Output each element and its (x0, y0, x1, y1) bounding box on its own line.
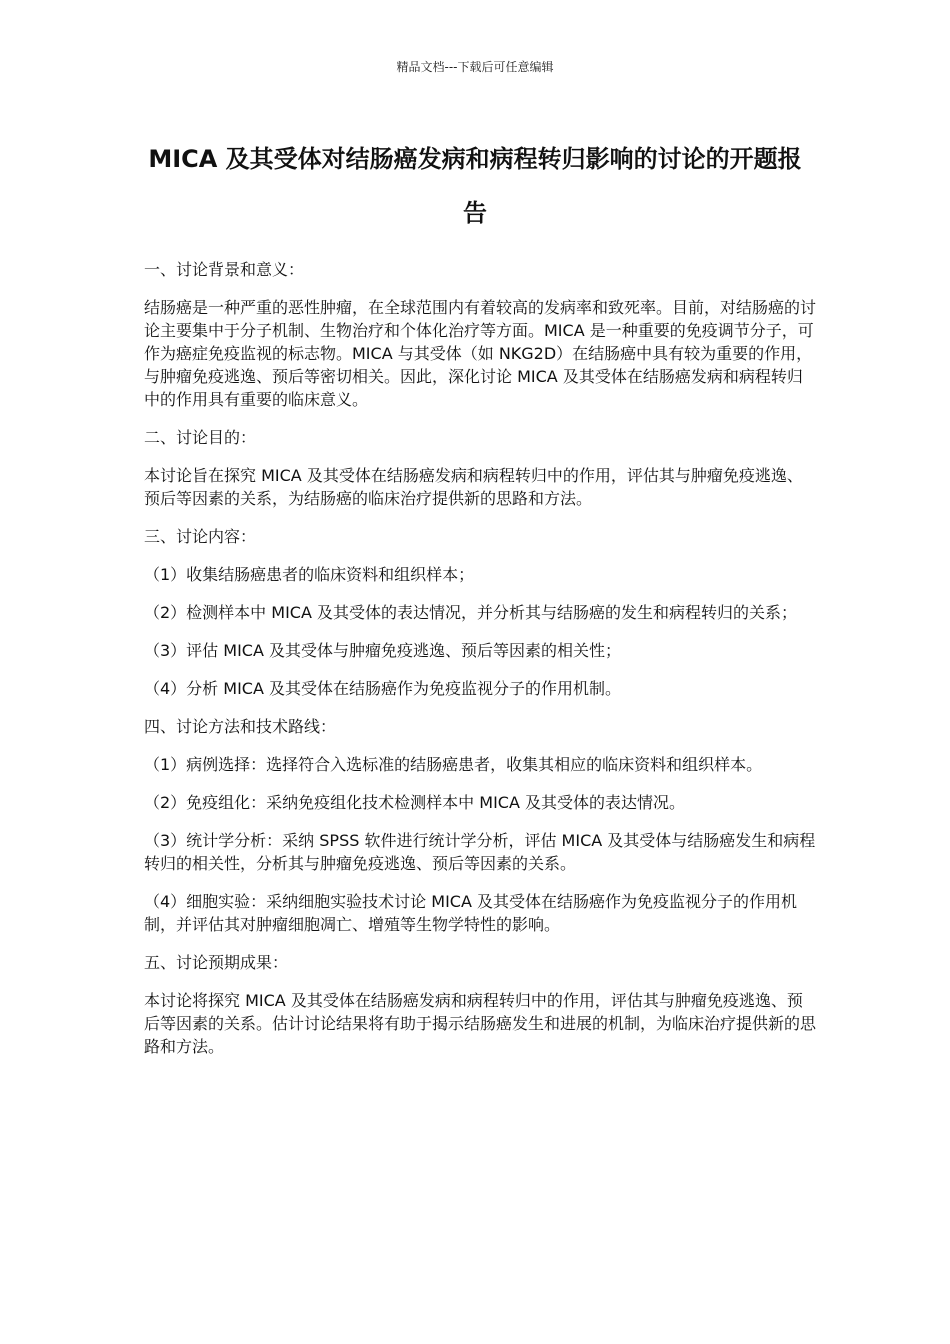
list-item-method-3: （3）统计学分析：采纳 SPSS 软件进行统计学分析，评估 MICA 及其受体与结肠癌发生和病程转归的相关性，分析其与肿瘤免疫逃逸、预后等因素的关系。 (144, 831, 816, 873)
paragraph-purpose: 本讨论旨在探究 MICA 及其受体在结肠癌发病和病程转归中的作用，评估其与肿瘤免疫逃逸、预后等因素的关系，为结肠癌的临床治疗提供新的思路和方法。 (144, 466, 803, 508)
document-body (144, 258, 816, 1073)
header-note: 精品文档---下载后可任意编辑 (396, 60, 554, 74)
section-heading-background: 一、讨论背景和意义： (144, 260, 305, 279)
list-item-method-4: （4）细胞实验：采纳细胞实验技术讨论 MICA 及其受体在结肠癌作为免疫监视分子的作用机制，并评估其对肿瘤细胞凋亡、增殖等生物学特性的影响。 (144, 892, 797, 934)
list-item-content-1: （1）收集结肠癌患者的临床资料和组织样本； (144, 565, 475, 584)
section-heading-content: 三、讨论内容： (144, 527, 257, 546)
section-heading-outcomes: 五、讨论预期成果： (144, 953, 289, 972)
document-title: MICA 及其受体对结肠癌发病和病程转归影响的讨论的开题报告 (148, 145, 802, 227)
list-item-content-2: （2）检测样本中 MICA 及其受体的表达情况，并分析其与结肠癌的发生和病程转归的关系； (144, 603, 797, 622)
section-heading-purpose: 二、讨论目的： (144, 428, 257, 447)
paragraph-background: 结肠癌是一种严重的恶性肿瘤，在全球范围内有着较高的发病率和致死率。目前，对结肠癌的讨论主要集中于分子机制、生物治疗和个体化治疗等方面。MICA 是一种重要的免疫调节分子，可作为癌症免疫监视的标志物。MICA 与其受体（如 NKG2D）在结肠癌中具有较为重要的作用，与肿瘤免疫逃逸、预后等密切相关。因此，深化讨论 MICA 及其受体在结肠癌发病和病程转归中的作用具有重要的临床意义。 (144, 298, 817, 409)
list-item-content-4: （4）分析 MICA 及其受体在结肠癌作为免疫监视分子的作用机制。 (144, 679, 621, 698)
list-item-method-1: （1）病例选择：选择符合入选标准的结肠癌患者，收集其相应的临床资料和组织样本。 (144, 755, 763, 774)
list-item-method-2: （2）免疫组化：采纳免疫组化技术检测样本中 MICA 及其受体的表达情况。 (144, 793, 685, 812)
section-heading-methods: 四、讨论方法和技术路线： (144, 717, 337, 736)
list-item-content-3: （3）评估 MICA 及其受体与肿瘤免疫逃逸、预后等因素的相关性； (144, 641, 621, 660)
paragraph-outcomes: 本讨论将探究 MICA 及其受体在结肠癌发病和病程转归中的作用，评估其与肿瘤免疫逃逸、预后等因素的关系。估计讨论结果将有助于揭示结肠癌发生和进展的机制，为临床治疗提供新的思路和方法。 (144, 991, 817, 1056)
